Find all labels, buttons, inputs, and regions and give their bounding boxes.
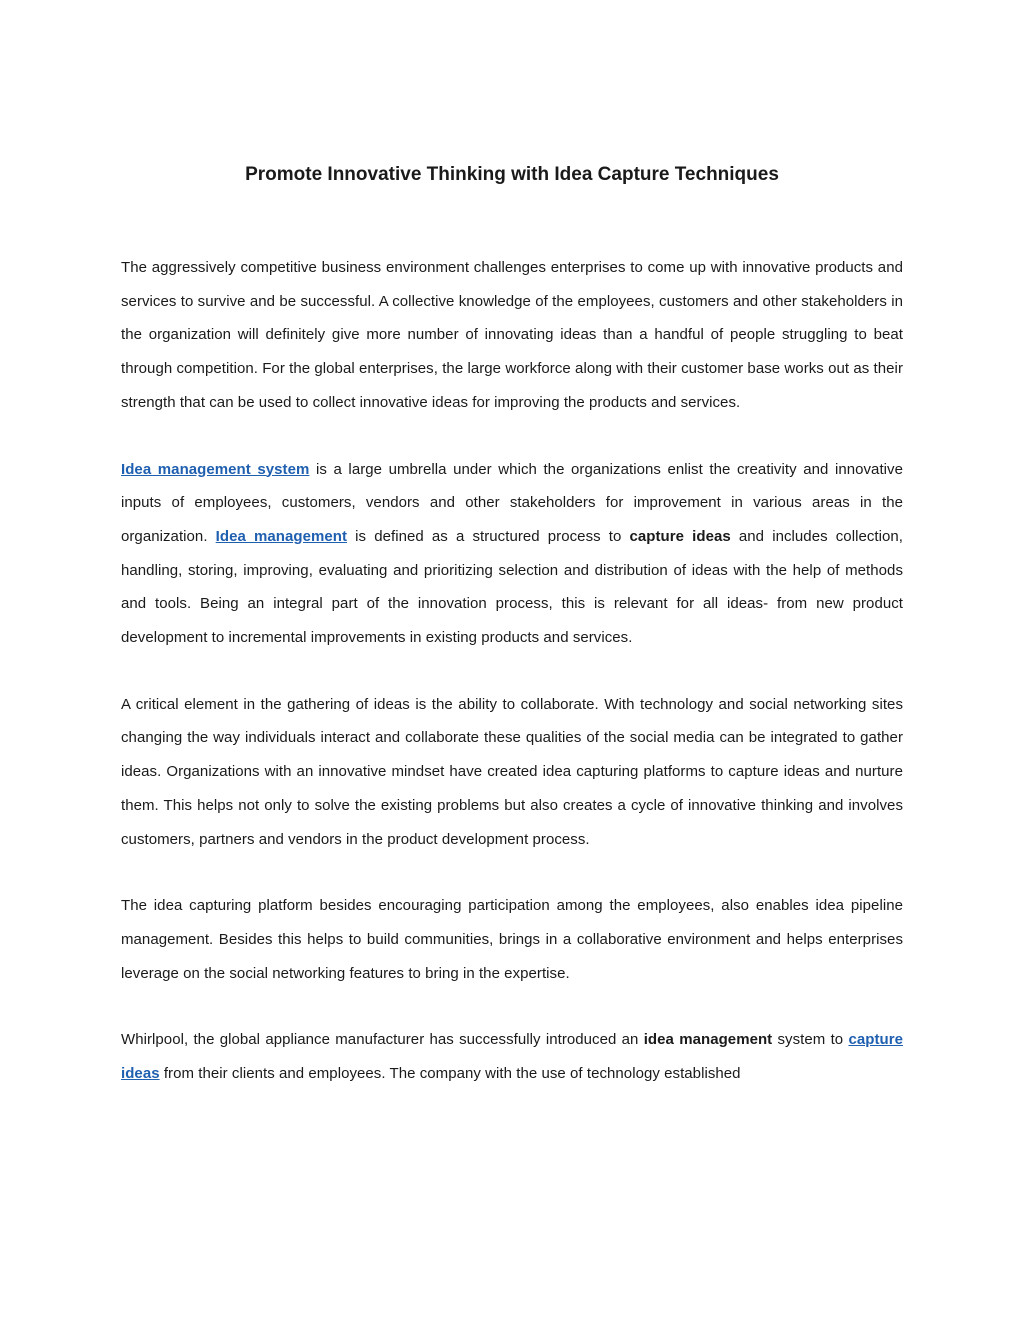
paragraph-5-text-1: Whirlpool, the global appliance manufacturer has successfully introduced an: [121, 1031, 644, 1049]
paragraph-3: A critical element in the gathering of ideas is the ability to collaborate. With technology and social networking sites changing the way individuals interact and collaborate these qualities of the social media can be integrated to gather ideas. Organizations with an innovative mindset have created idea capturing platforms to capture ideas and nurture them. This helps not only to solve the existing problems but also creates a cycle of innovative thinking and involves customers, partners and vendors in the product development process.: [121, 695, 903, 848]
document-title: Promote Innovative Thinking with Idea Capture Techniques: [245, 164, 779, 185]
paragraph-2-text-2: is defined as a structured process to: [347, 527, 630, 545]
paragraph-5-text-3: from their clients and employees. The company with the use of technology established: [159, 1065, 741, 1083]
paragraph-2: [121, 453, 903, 655]
idea-management-system-link[interactable]: Idea management system: [121, 460, 310, 478]
paragraph-5-text-2: system to: [772, 1031, 849, 1049]
capture-ideas-link[interactable]: capture ideas: [121, 1031, 903, 1083]
idea-management-bold: idea management: [643, 1031, 773, 1049]
idea-management-link[interactable]: Idea management: [215, 527, 348, 545]
paragraph-5: [121, 1023, 903, 1090]
document-body: [121, 251, 903, 1091]
paragraph-2-text-1: is a large umbrella under which the organizations enlist the creativity and innovative inputs of employees, customers, vendors and other stakeholders for improvement in various areas in the organization.: [121, 460, 903, 545]
paragraph-1: The aggressively competitive business environment challenges enterprises to come up with innovative products and services to survive and be successful. A collective knowledge of the employees, customers and other stakeholders in the organization will definitely give more number of innovating ideas than a handful of people struggling to beat through competition. For the global enterprises, the large workforce along with their customer base works out as their strength that can be used to collect innovative ideas for improving the products and services.: [121, 259, 903, 411]
capture-ideas-bold: capture ideas: [629, 527, 731, 545]
paragraph-4: The idea capturing platform besides encouraging participation among the employees, also enables idea pipeline management. Besides this helps to build communities, brings in a collaborative environment and helps enterprises leverage on the social networking features to bring in the expertise.: [121, 897, 903, 982]
paragraph-2-text-3: and includes collection, handling, storing, improving, evaluating and prioritizing selection and distribution of ideas with the help of methods and tools. Being an integral part of the innovation process, this is relevant for all ideas- from new product development to incremental improvements in existing products and services.: [121, 527, 904, 647]
